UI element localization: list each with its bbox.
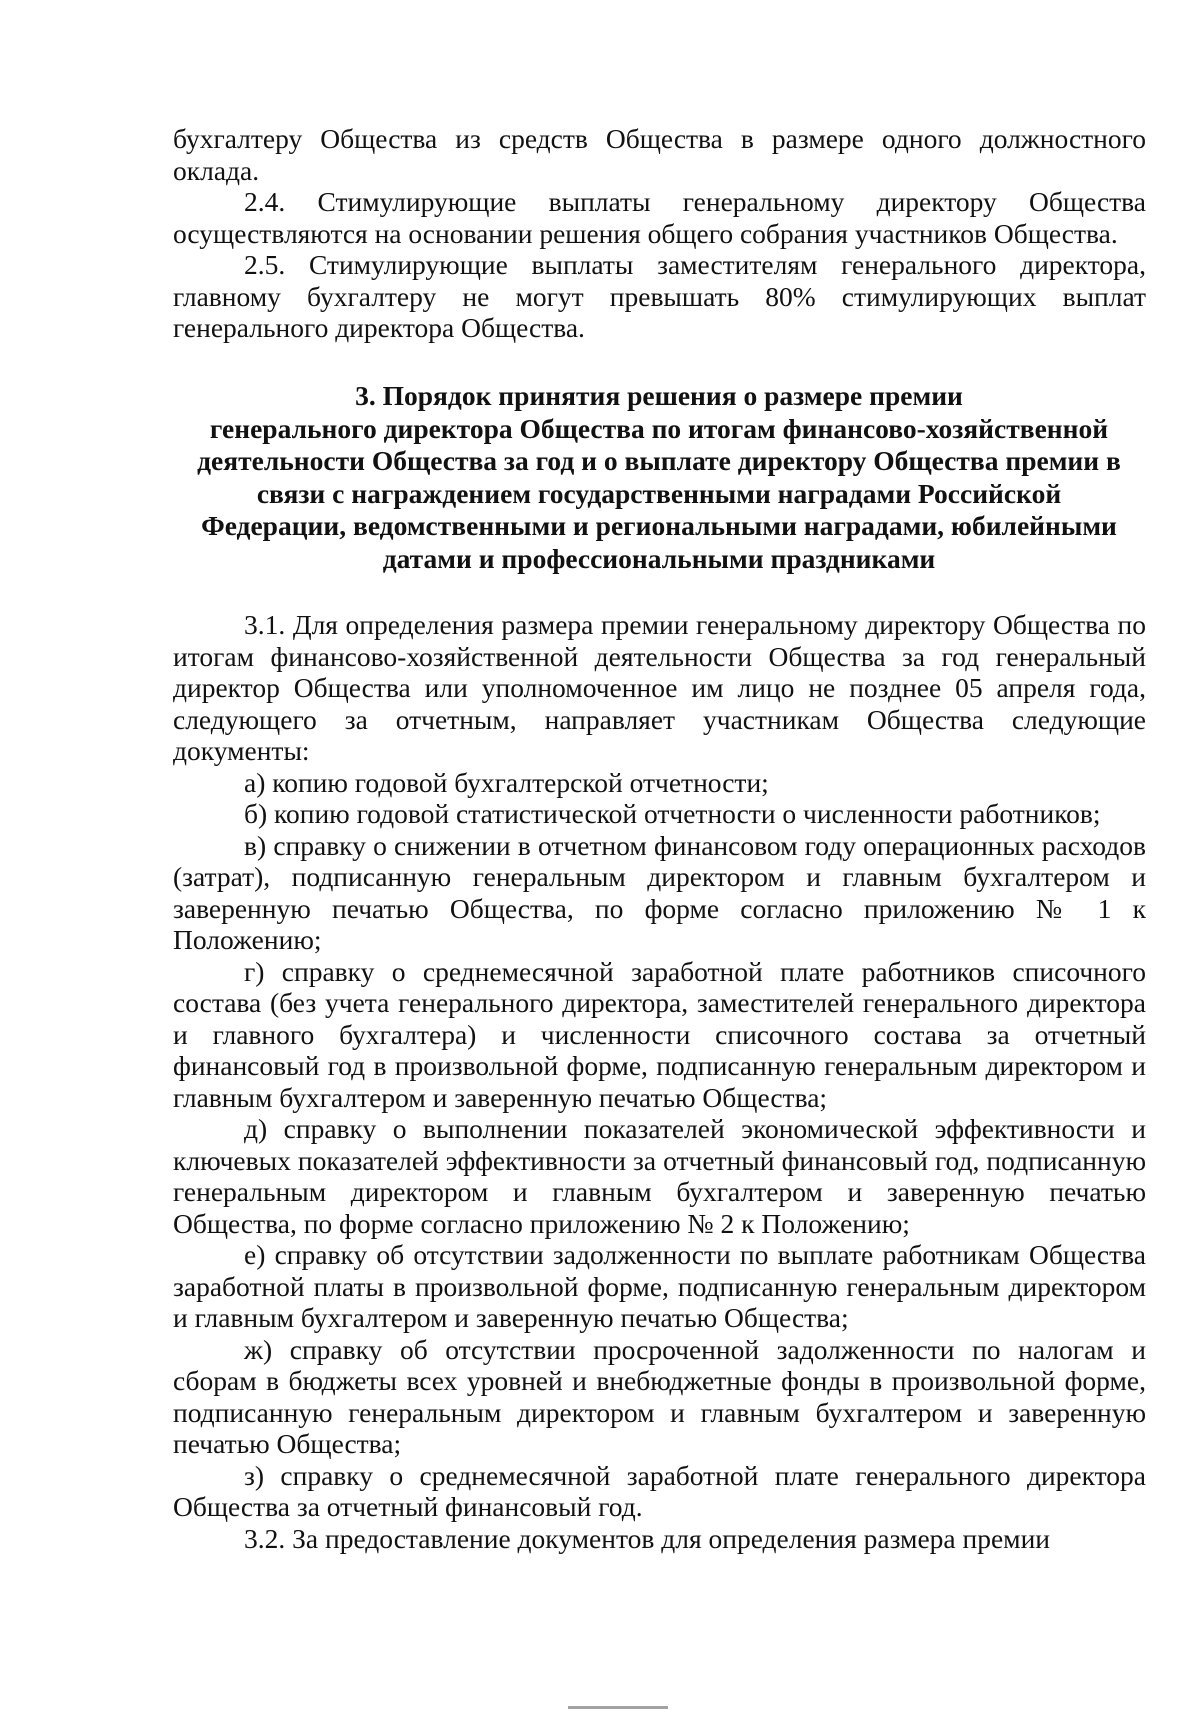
list-item-a: а) копию годовой бухгалтерской отчетности;: [244, 766, 769, 798]
paragraph-continuation: бухгалтеру Общества из средств Общества в размере одного должностного оклада.: [173, 123, 1146, 186]
heading-line: деятельности Общества за год и о выплате директору Общества премии в: [197, 445, 1121, 476]
list-item-b: б) копию годовой статистической отчетности о численности работников;: [244, 798, 1101, 829]
list-item-e: е) справку об отсутствии задолженности по выплате работникам Общества заработной платы в произвольной форме, подписанную генеральным директором и главным бухгалтером и заверенную печатью Общества;: [173, 1239, 1146, 1333]
paragraph-3-2: 3.2. За предоставление документов для определения размера премии: [244, 1522, 1050, 1554]
list-item-g: г) справку о среднемесячной заработной плате работников списочного состава (без учета генерального директора, заместителей генерального директора и главного бухгалтера) и численности списочного состава за отчетный финансовый год в произвольной форме, подписанную генеральным директором и главным бухгалтером и заверенную печатью Общества;: [173, 955, 1146, 1113]
list-item-v: в) справку о снижении в отчетном финансовом году операционных расходов (затрат), подписанную генеральным директором и главным бухгалтером и заверенную печатью Общества, по форме согласно приложению № 1 к Положению;: [173, 829, 1146, 955]
paragraph-3-1: 3.1. Для определения размера премии генеральному директору Общества по итогам финансово-хозяйственной деятельности Общества за год генеральный директор Общества или уполномоченное им лицо не позднее 05 апреля года, следующего за отчетным, направляет участникам Общества следующие документы:: [173, 609, 1146, 766]
paragraph-2-4: 2.4. Стимулирующие выплаты генеральному директору Общества осуществляются на основании решения общего собрания участников Общества.: [173, 186, 1146, 249]
heading-line: связи с награждением государственными наградами Российской: [256, 477, 1062, 509]
scan-edge-mark: [568, 1706, 668, 1709]
heading-line: 3. Порядок принятия решения о размере премии: [355, 380, 963, 411]
heading-line: генерального директора Общества по итогам финансово-хозяйственной: [209, 412, 1109, 444]
heading-line: датами и профессиональными праздниками: [382, 542, 936, 574]
section-3-heading: [160, 380, 1158, 575]
continued-section-2: [173, 123, 1146, 344]
paragraph-2-5: 2.5. Стимулирующие выплаты заместителям генерального директора, главному бухгалтеру не могут превышать 80% стимулирующих выплат генерального директора Общества.: [173, 249, 1146, 343]
heading-line: Федерации, ведомственными и региональными наградами, юбилейными: [201, 510, 1117, 541]
list-item-z: з) справку о среднемесячной заработной плате генерального директора Общества за отчетный финансовый год.: [173, 1459, 1146, 1522]
section-3-body: [173, 609, 1146, 1554]
list-item-zh: ж) справку об отсутствии просроченной задолженности по налогам и сборам в бюджеты всех уровней и внебюджетные фонды в произвольной форме, подписанную генеральным директором и главным бухгалтером и заверенную печатью Общества;: [173, 1333, 1146, 1459]
list-item-d: д) справку о выполнении показателей экономической эффективности и ключевых показателей эффективности за отчетный финансовый год, подписанную генеральным директором и главным бухгалтером и заверенную печатью Общества, по форме согласно приложению № 2 к Положению;: [173, 1113, 1146, 1239]
